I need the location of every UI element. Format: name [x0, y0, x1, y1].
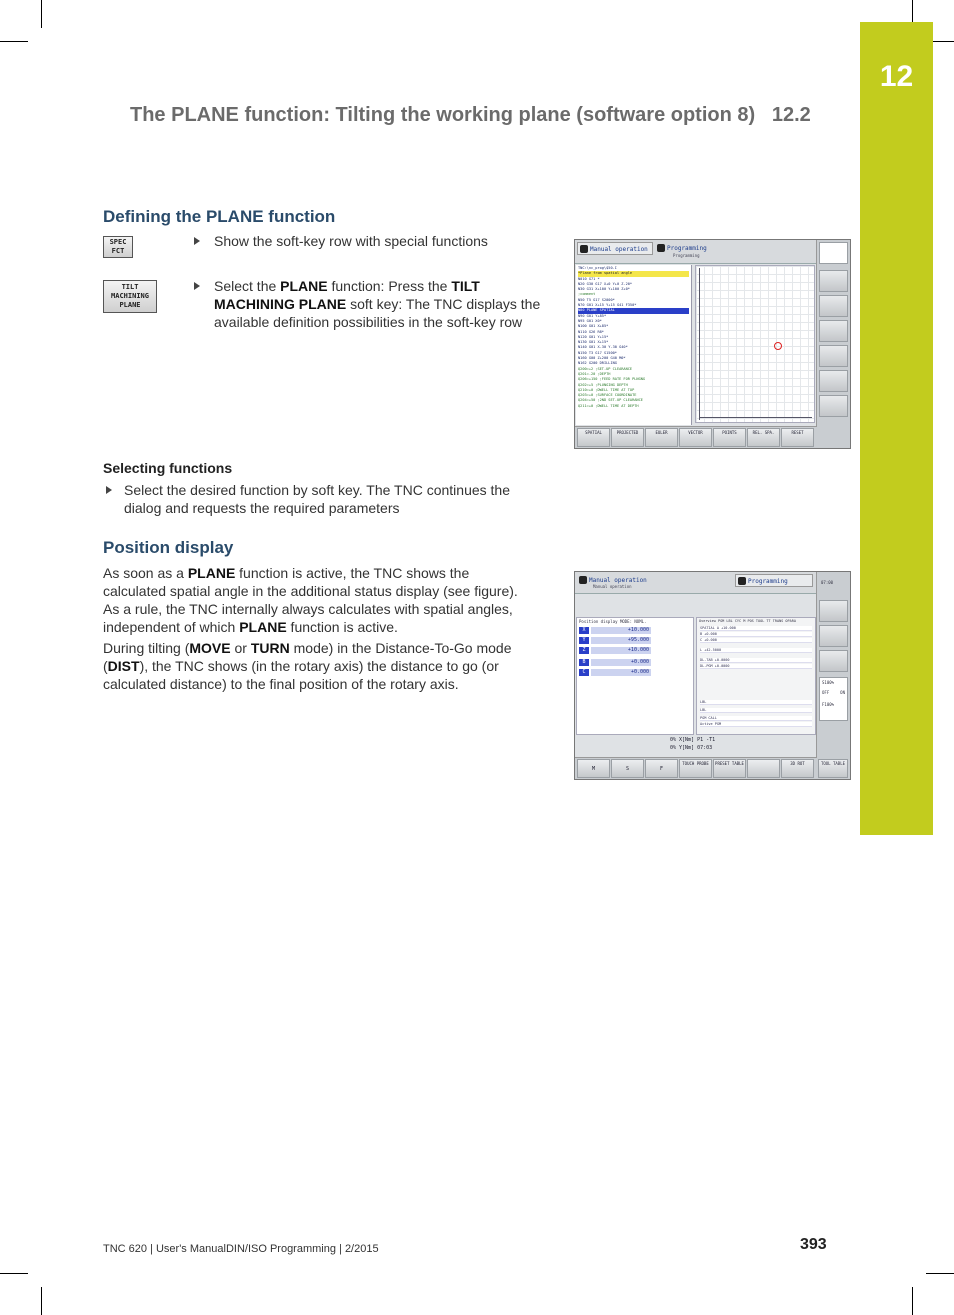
- vertical-softkey: [819, 650, 848, 672]
- softkey-empty: [747, 759, 780, 778]
- crop-mark: [0, 41, 28, 42]
- clock: 07:00: [821, 580, 834, 585]
- step-1-text: Show the soft-key row with special functions: [214, 233, 488, 249]
- status-tabs: Overview PGM LBL CYC M POS TOOL TT TRANS OPARA: [699, 619, 796, 623]
- horizontal-softkey-bar: [575, 426, 817, 448]
- softkey-euler: EULER: [645, 428, 678, 447]
- softkey-vector: VECTOR: [679, 428, 712, 447]
- vertical-softkey: [819, 600, 848, 622]
- bullet-triangle-icon: [194, 237, 200, 245]
- mode-icon: [738, 577, 746, 585]
- crop-mark: [0, 1273, 28, 1274]
- tilt-machining-plane-softkey: [103, 280, 157, 313]
- softkey-line: SPEC: [109, 238, 127, 246]
- horizontal-softkey-bar: [575, 757, 817, 779]
- screen-header: [575, 240, 817, 264]
- vertical-softkey: [819, 295, 848, 317]
- running-header: [130, 104, 811, 127]
- softkey-tool-table: TOOL TABLE: [818, 759, 848, 778]
- gear-icon: [819, 242, 848, 264]
- bullet-triangle-icon: [106, 486, 112, 494]
- bullet-triangle-icon: [194, 282, 200, 290]
- status-line: LBL: [700, 708, 812, 713]
- override-off-label: OFF: [822, 690, 830, 695]
- footer-text: TNC 620 | User's ManualDIN/ISO Programming | 2/2015: [103, 1243, 379, 1255]
- status-line: L +42.5000: [700, 648, 812, 653]
- status-line: DL-PGM +0.0000: [700, 664, 812, 669]
- override-on-label: ON: [840, 690, 845, 695]
- crop-mark: [912, 1287, 913, 1315]
- crop-mark: [926, 1273, 954, 1274]
- vertical-softkey-bar: [816, 572, 850, 779]
- vertical-softkey: [819, 345, 848, 367]
- softkey-line: PLANE: [119, 301, 141, 309]
- step-1: [194, 232, 534, 252]
- crop-mark: [41, 0, 42, 28]
- mode-icon: [657, 244, 665, 252]
- vertical-softkey: [819, 625, 848, 647]
- additional-status-display: [696, 617, 816, 735]
- vertical-softkey: [819, 270, 848, 292]
- softkey-line: TILT: [121, 283, 139, 291]
- status-line: SPATIAL A +10.000: [700, 626, 812, 631]
- program-code: TNC:\nc_prog\$50.I *Plane from spatial angle N010 G71 * N20 G30 G17 X+0 Y+0 Z-20* N30 G31 X+100 Y+100 Z+0* ;comment N50 T5 G17 S2000* N70 G01 X+15 Y+15 G41 F350* N80 PLANE SPATIAL N90 G01 Y+85* N95 G01 X0* N100 G01 X+85* N110 G26 R8* N120 G01 Y+15* N130 G01 X+15* N140 G01 X-30 Y-30 G40* N150 T3 G17 S1500* N160 G00 Z+200 G40 M0* N162 G200 DRILLING Q200=+2 ;SET-UP CLEARANCE Q201=-20 ;DEPTH Q206=+150 ;FEED RATE FOR PLNGNG Q202=+5 ;PLUNGING DEPTH Q210=+0 ;DWELL TIME AT TOP Q203=+0 ;SURFACE COORDINATE Q204=+50 ;2ND SET-UP CLEARANCE Q211=+0 ;DWELL TIME AT DEPTH: [576, 265, 692, 425]
- screenshot-position-display: [574, 571, 851, 780]
- tab-programming: Programming: [735, 574, 813, 587]
- vertical-softkey: [819, 370, 848, 392]
- page-number: 393: [800, 1236, 827, 1253]
- header-title: The PLANE function: Tilting the working plane (software option 8): [130, 104, 756, 126]
- softkey-line: FCT: [111, 247, 125, 255]
- heading-selecting: Selecting functions: [103, 460, 233, 476]
- feed-display: 0% X[Nm] P1 -T1 0% Y[Nm] 07:03: [670, 737, 716, 751]
- select-step-text: Select the desired function by soft key. The TNC continues the dialog and requests the required parameters: [124, 482, 510, 516]
- graphics-window: [695, 265, 815, 423]
- mode-icon: [580, 245, 588, 253]
- screen-header: [575, 572, 817, 594]
- mode-icon: [579, 576, 587, 584]
- status-line: Active PGM: [700, 722, 812, 727]
- tab-programming-sub: Programming: [673, 253, 700, 258]
- screenshot-plane-softkeys: [574, 239, 851, 449]
- crop-mark: [41, 1287, 42, 1315]
- y-axis: [699, 268, 700, 420]
- tab-programming: Programming: [655, 242, 735, 255]
- spec-fct-softkey: [103, 236, 133, 258]
- softkey-f: F: [645, 759, 678, 778]
- position-paragraph-1: As soon as a PLANE function is active, the TNC shows the calculated spatial angle in the additional status display (see figure). As a rule, the TNC internally always calculates with spatial angles, independent of which PLANE function is active.: [103, 565, 518, 635]
- tab-manual-operation-sub: Manual operation: [593, 584, 632, 589]
- softkey-m: M: [577, 759, 610, 778]
- status-line: DL-TAB +0.0000: [700, 658, 812, 663]
- tool-position-crosshair: [774, 342, 782, 350]
- softkey-s: S: [611, 759, 644, 778]
- heading-defining: Defining the PLANE function: [103, 207, 336, 226]
- header-section: 12.2: [771, 104, 811, 126]
- vertical-softkey-bar: [816, 240, 850, 448]
- softkey-projected: PROJECTED: [611, 428, 644, 447]
- softkey-rel-spa: REL. SPA.: [747, 428, 780, 447]
- x-axis: [699, 417, 812, 418]
- status-line: C +0.000: [700, 638, 812, 643]
- position-paragraph-2: During tilting (MOVE or TURN mode) in the Distance-To-Go mode (DIST), the TNC shows (in the rotary axis) the distance to go (or calculated distance) to the final position of the rotary axis.: [103, 640, 512, 692]
- status-line: B +0.000: [700, 632, 812, 637]
- softkey-reset: RESET: [781, 428, 814, 447]
- step-2: [194, 277, 544, 333]
- softkey-touch-probe: TOUCH PROBE: [679, 759, 712, 778]
- step-2-text: Select the PLANE function: Press the TILT MACHINING PLANE soft key: The TNC displays the available definition possibilities in the soft-key row: [214, 278, 541, 330]
- softkey-spatial: SPATIAL: [577, 428, 610, 447]
- softkey-points: POINTS: [713, 428, 746, 447]
- softkey-line: MACHINING: [111, 292, 149, 300]
- status-line: PGM CALL: [700, 716, 812, 721]
- override-panel: [819, 677, 848, 721]
- vertical-softkey: [819, 320, 848, 342]
- vertical-softkey: [819, 395, 848, 417]
- chapter-tab: [860, 22, 933, 835]
- tab-manual-operation: Manual operation: [577, 574, 657, 587]
- spindle-override: S100%: [822, 680, 835, 685]
- position-display-header: Position display MODE: NOML.: [579, 619, 647, 624]
- status-line: LBL: [700, 700, 812, 705]
- tab-manual-operation: Manual operation: [577, 242, 653, 255]
- softkey-3d-rot: 3D ROT: [781, 759, 814, 778]
- position-display-panel: Position display MODE: NOML. X +10.000 Y +95.000 Z +10.000 B +0.000 C +0.000: [576, 617, 694, 735]
- feed-override: F100%: [822, 702, 835, 707]
- softkey-preset-table: PRESET TABLE: [713, 759, 746, 778]
- heading-position-display: Position display: [103, 538, 234, 557]
- chapter-number: 12: [879, 60, 914, 93]
- select-step: [106, 481, 546, 519]
